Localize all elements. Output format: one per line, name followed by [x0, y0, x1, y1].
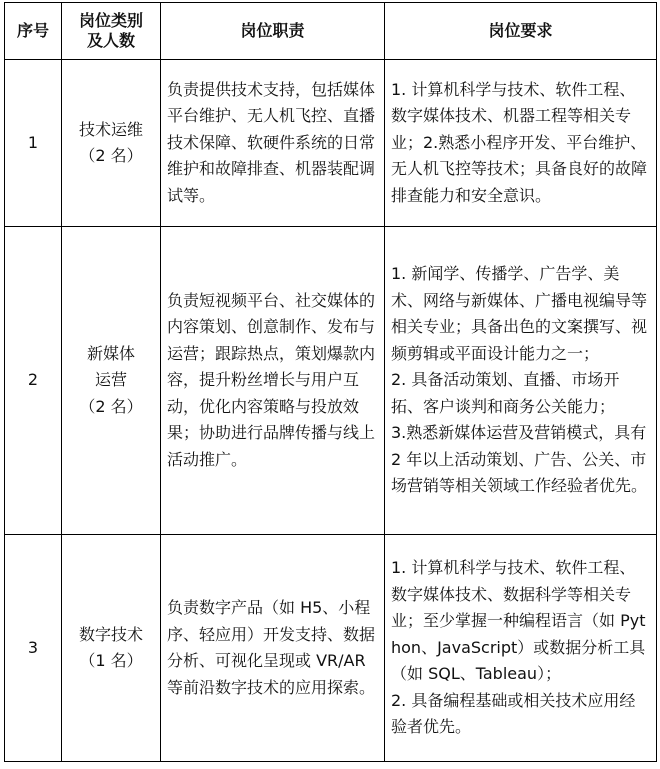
row-duties: 负责短视频平台、社交媒体的内容策划、创意制作、发布与运营；跟踪热点，策划爆款内容，提升粉丝增长与用户互动，优化内容策略与投放效果；协助进行品牌传播与线上活动推广。: [161, 227, 385, 535]
row-no: 2: [5, 227, 62, 535]
row-requirements: 1. 计算机科学与技术、软件工程、数字媒体技术、数据科学等相关专业；至少掌握一种编程语言（如 Python、JavaScript）或数据分析工具（如 SQL、Tableau）； 2. 具备编程基础或相关技术应用经验者优先。: [385, 535, 657, 762]
row-requirements: 1. 新闻学、传播学、广告学、美术、网络与新媒体、广播电视编导等相关专业；具备出色的文案撰写、视频剪辑或平面设计能力之一； 2. 具备活动策划、直播、市场开拓、客户谈判和商务公关能力； 3.熟悉新媒体运营及营销模式，具有 2 年以上活动策划、广告、公关、市场营销等相关领域工作经验者优先。: [385, 227, 657, 535]
table-row: [5, 227, 657, 535]
table-row: [5, 535, 657, 762]
row-category: 技术运维 （2 名）: [62, 60, 161, 227]
job-table: [4, 2, 657, 762]
header-duties: 岗位职责: [161, 3, 385, 60]
row-duties: 负责提供技术支持，包括媒体平台维护、无人机飞控、直播技术保障、软硬件系统的日常维护和故障排查、机器装配调试等。: [161, 60, 385, 227]
header-no: 序号: [5, 3, 62, 60]
row-no: 1: [5, 60, 62, 227]
header-requirements: 岗位要求: [385, 3, 657, 60]
row-requirements: 1. 计算机科学与技术、软件工程、数字媒体技术、机器工程等相关专业；2.熟悉小程序开发、平台维护、无人机飞控等技术；具备良好的故障排查能力和安全意识。: [385, 60, 657, 227]
table-header-row: [5, 3, 657, 60]
row-no: 3: [5, 535, 62, 762]
header-category: 岗位类别 及人数: [62, 3, 161, 60]
row-duties: 负责数字产品（如 H5、小程序、轻应用）开发支持、数据分析、可视化呈现或 VR/AR 等前沿数字技术的应用探索。: [161, 535, 385, 762]
row-category: 新媒体 运营 （2 名）: [62, 227, 161, 535]
row-category: 数字技术 （1 名）: [62, 535, 161, 762]
table-row: [5, 60, 657, 227]
